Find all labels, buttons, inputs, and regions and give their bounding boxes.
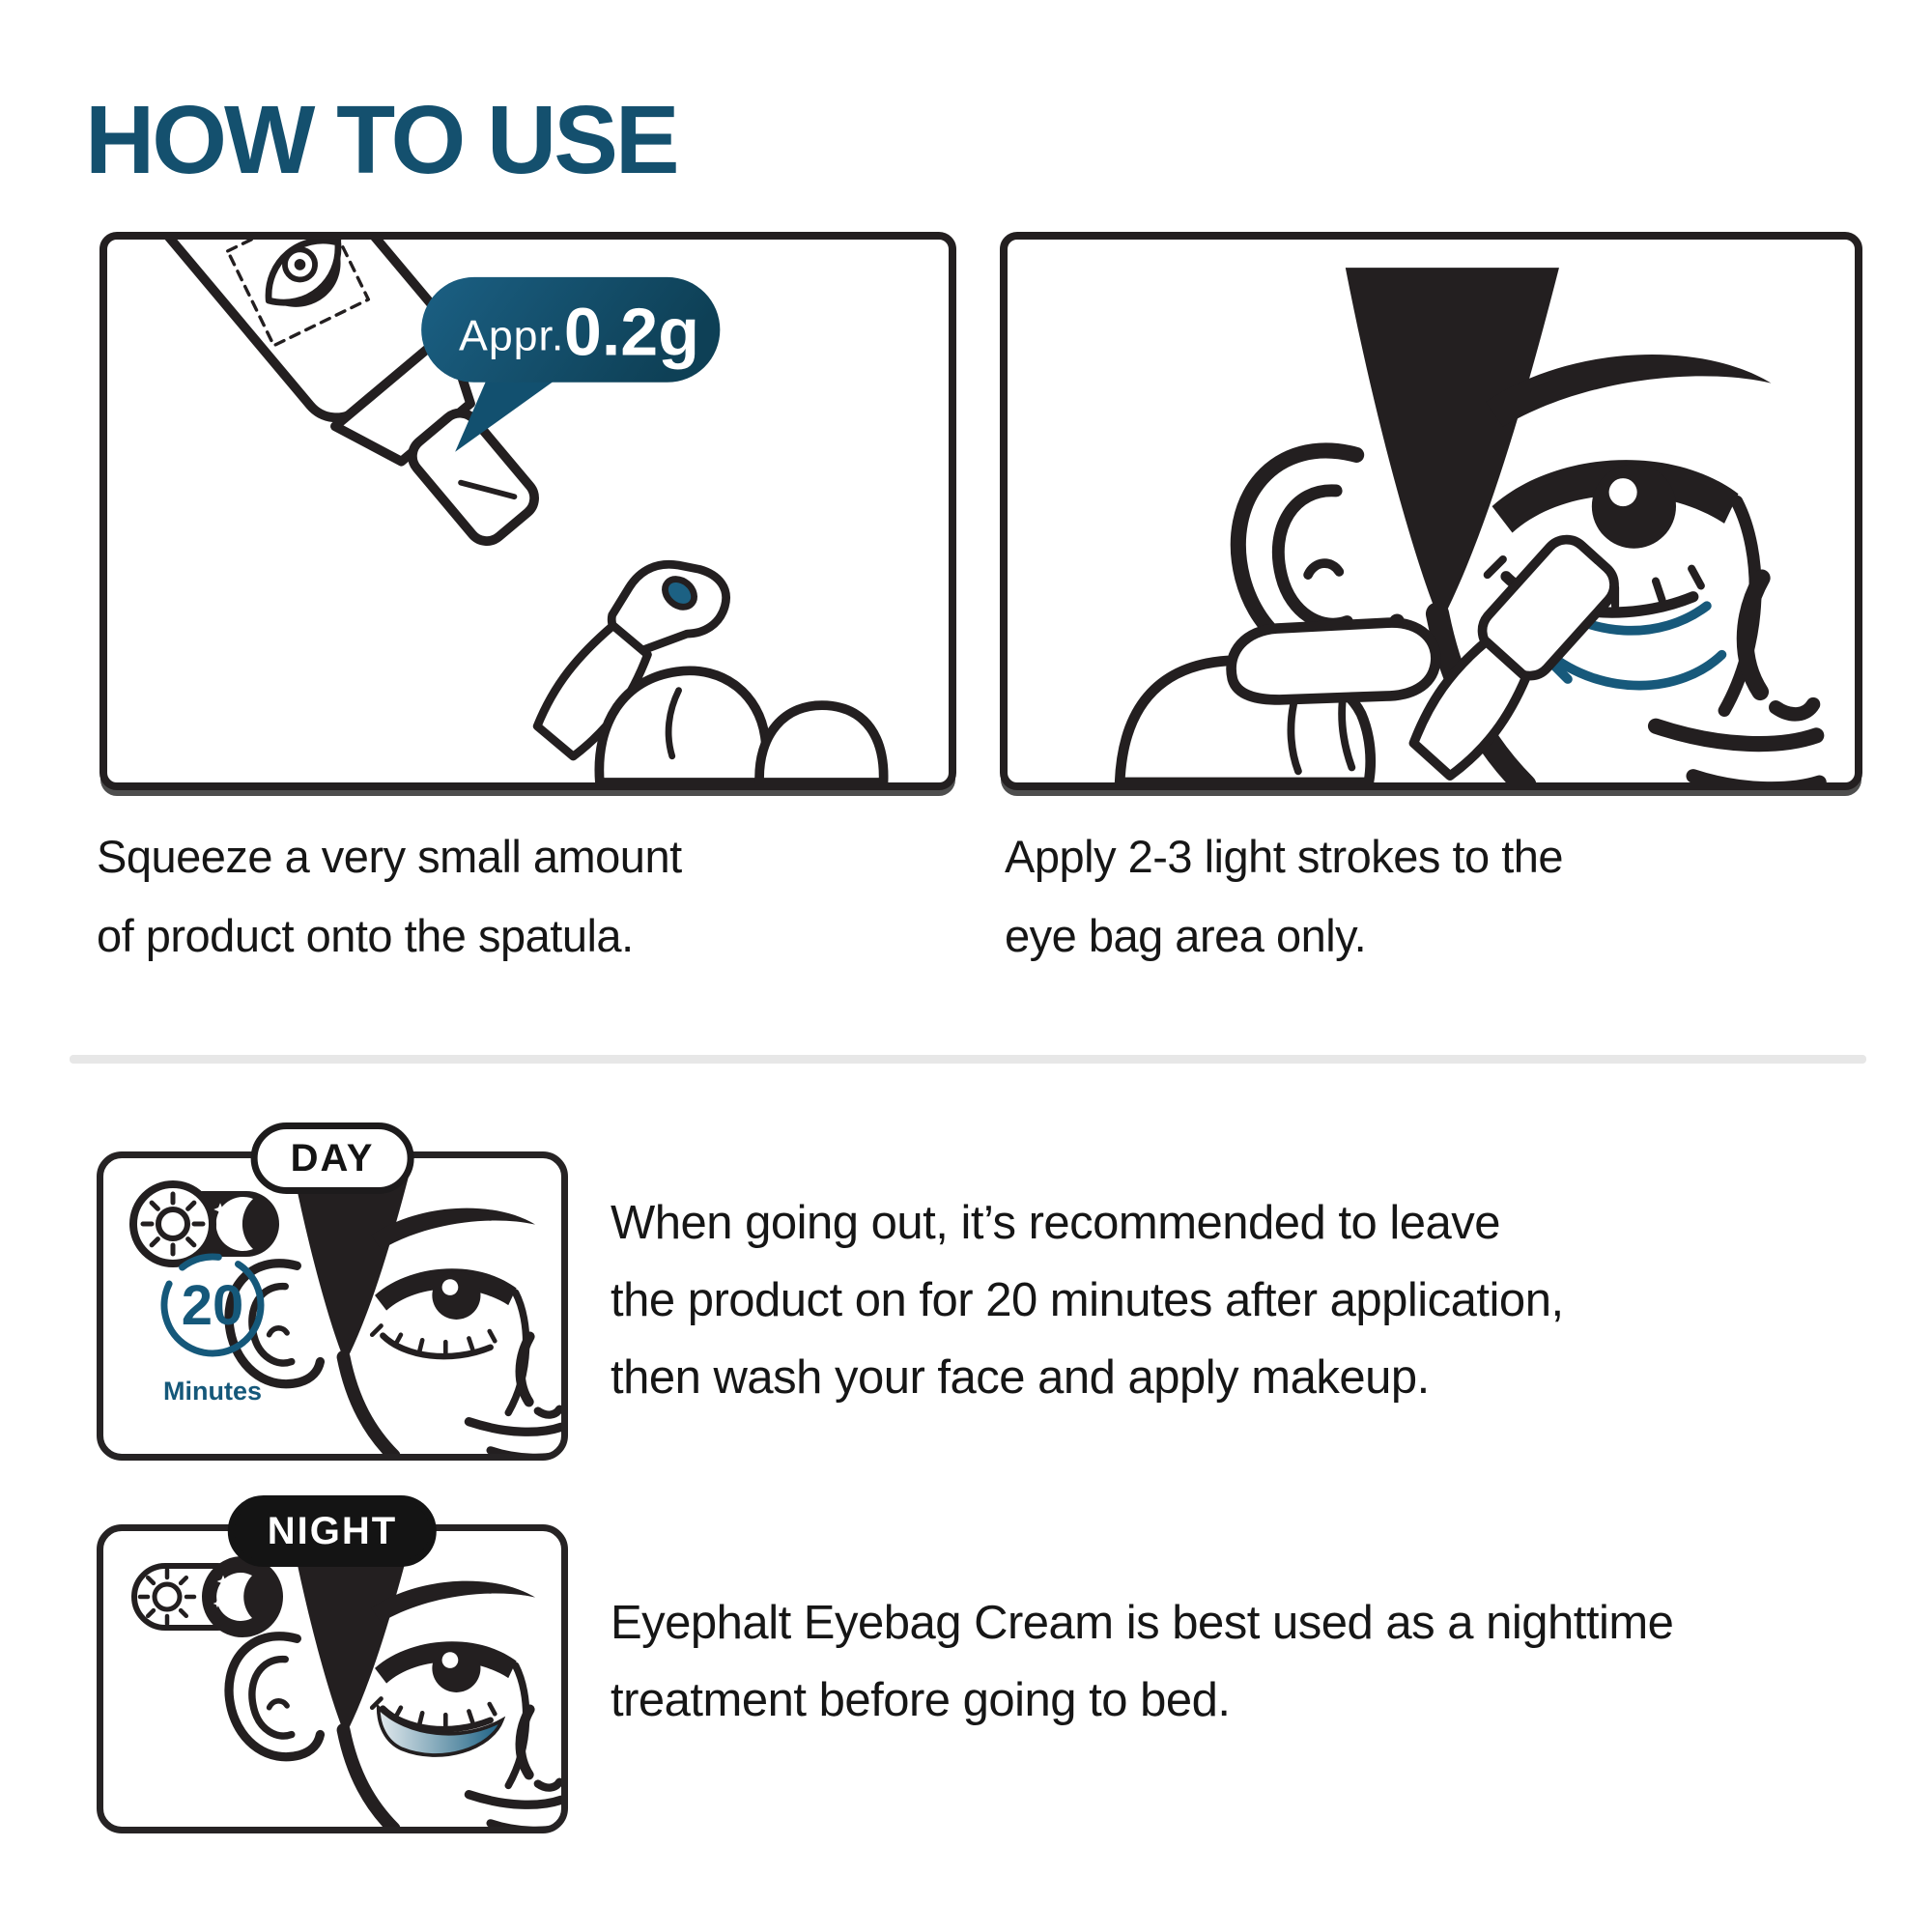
note-line: treatment before going to bed. [611,1674,1231,1726]
day-panel [97,1136,568,1461]
bubble-prefix: Appr. [459,312,565,360]
note-line: When going out, it’s recommended to leave [611,1197,1501,1249]
step-1-panel [99,232,956,790]
hand-illustration [1120,623,1435,782]
page-title: HOW TO USE [85,86,677,194]
day-note [611,1184,1564,1416]
squeeze-illustration [107,240,949,782]
note-line: the product on for 20 minutes after application, [611,1274,1564,1326]
night-badge: NIGHT [228,1495,437,1567]
night-note [611,1584,1673,1739]
hand-illustration [599,670,883,782]
caption-line: of product onto the spatula. [97,910,634,961]
bubble-value: 0.2g [563,294,700,370]
step-1-caption [97,817,682,976]
day-art [103,1158,561,1454]
note-line: then wash your face and apply makeup. [611,1351,1430,1404]
night-art [103,1531,561,1827]
caption-line: eye bag area only. [1005,910,1367,961]
moon-icon [202,1556,283,1637]
caption-line: Apply 2-3 light strokes to the [1005,831,1564,882]
note-line: Eyephalt Eyebag Cream is best used as a nighttime [611,1597,1674,1649]
apply-illustration [1008,240,1855,782]
timer-unit: Minutes [162,1377,263,1406]
night-panel [97,1509,568,1833]
step-2-panel [1000,232,1862,790]
caption-line: Squeeze a very small amount [97,831,682,882]
section-divider [70,1055,1866,1064]
timer-icon [150,1247,275,1421]
step-2-caption [1005,817,1563,976]
timer-value: 20 [181,1274,244,1337]
day-badge: DAY [251,1122,414,1194]
